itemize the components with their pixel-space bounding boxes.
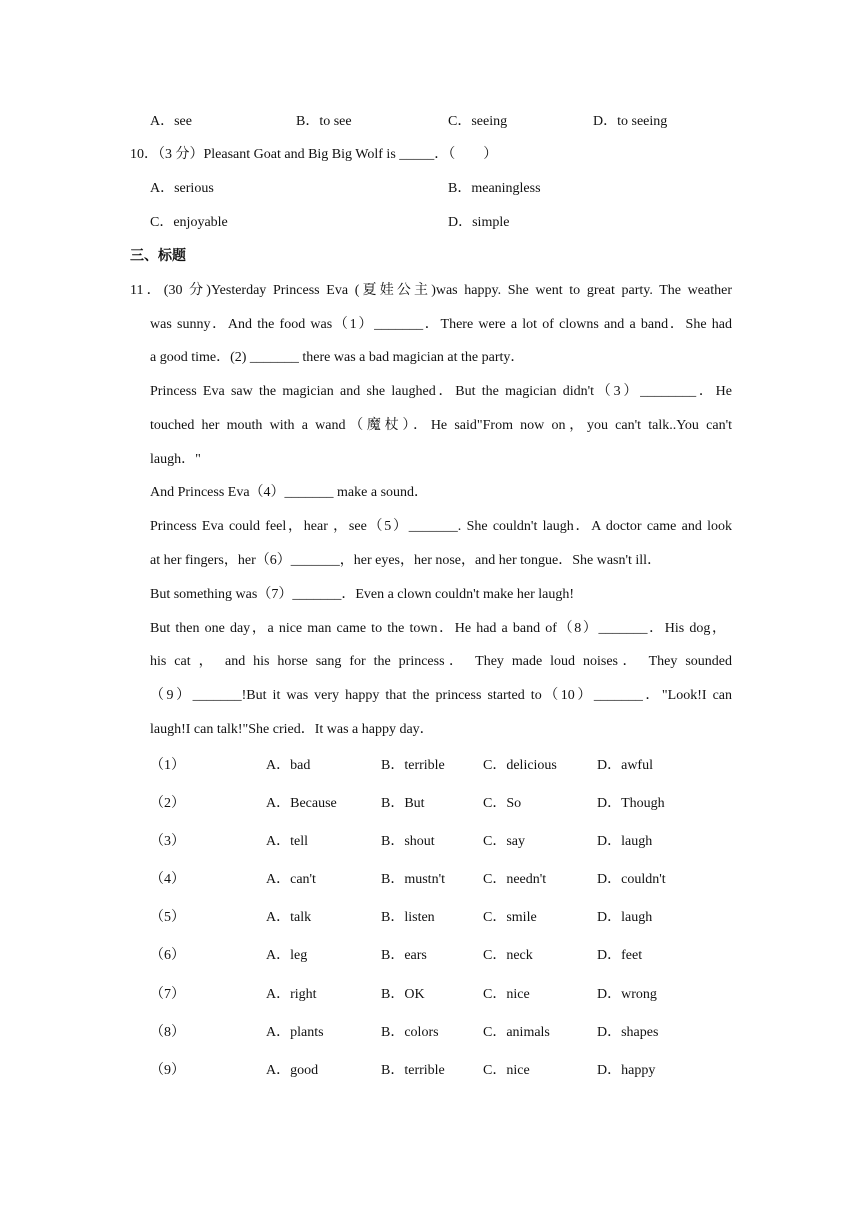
choice-option-d: D．couldn't — [597, 872, 666, 887]
choice-option-d: D．happy — [597, 1063, 656, 1078]
choice-number: （8） — [150, 1025, 185, 1040]
q11-line: And Princess Eva（4）_______ make a sound． — [150, 485, 429, 500]
q9-option-b: B．to see — [296, 114, 352, 129]
choice-option-d: D．shapes — [597, 1025, 659, 1040]
q11-line: But something was（7）_______．Even a clown couldn't make her laugh! — [150, 587, 574, 602]
choice-option-b: B．ears — [381, 948, 427, 963]
q11-line: But then one day，a nice man came to the town．He had a band of（8）_______．His dog， — [150, 621, 726, 636]
choice-option-a: A．leg — [266, 948, 308, 963]
choice-number: （6） — [150, 948, 185, 963]
choice-option-b: B．terrible — [381, 758, 445, 773]
choice-option-c: C．delicious — [483, 758, 557, 773]
choice-number: （9） — [150, 1063, 185, 1078]
choice-number: （7） — [150, 987, 185, 1002]
choice-option-a: A．plants — [266, 1025, 324, 1040]
choice-option-c: C．neck — [483, 948, 533, 963]
choice-option-c: C．nice — [483, 987, 530, 1002]
choice-option-a: A．good — [266, 1063, 319, 1078]
choice-option-d: D．Though — [597, 796, 665, 811]
q10-option-c: C．enjoyable — [150, 215, 228, 230]
q9-option-c: C．seeing — [448, 114, 508, 129]
choice-option-a: A．Because — [266, 796, 337, 811]
choice-option-c: C．animals — [483, 1025, 550, 1040]
q11-line: his cat ， and his horse sang for the princess． They made loud noises． They sounded — [150, 654, 732, 669]
q11-line: Princess Eva saw the magician and she laughed．But the magician didn't（3）________．He — [150, 384, 732, 399]
choice-option-a: A．talk — [266, 910, 312, 925]
choice-option-c: C．say — [483, 834, 525, 849]
choice-option-a: A．can't — [266, 872, 316, 887]
choice-option-b: B．mustn't — [381, 872, 445, 887]
q10-option-b: B．meaningless — [448, 181, 541, 196]
choice-number: （2） — [150, 796, 185, 811]
q11-line: （9）_______!But it was very happy that the princess started to（10）_______．"Look!I can — [150, 688, 732, 703]
choice-option-b: B．listen — [381, 910, 435, 925]
q10-option-a: A．serious — [150, 181, 214, 196]
choice-option-c: C．smile — [483, 910, 537, 925]
choice-option-d: D．wrong — [597, 987, 657, 1002]
q11-line: touched her mouth with a wand（魔杖）．He said"From now on，you can't talk..You can't — [150, 418, 732, 433]
q11-line: 11．(30 分)Yesterday Princess Eva (夏娃公主)was happy. She went to great party. The weather — [130, 283, 732, 298]
choice-option-a: A．right — [266, 987, 317, 1002]
q11-line: laugh!I can talk!"She cried．It was a happy day． — [150, 722, 434, 737]
choice-option-b: B．OK — [381, 987, 425, 1002]
q11-line: a good time．(2) _______ there was a bad magician at the party． — [150, 350, 525, 365]
q10-option-d: D．simple — [448, 215, 510, 230]
choice-option-a: A．tell — [266, 834, 308, 849]
section-title: 三、标题 — [130, 249, 186, 264]
q11-line: at her fingers，her（6）_______，her eyes，her nose，and her tongue．She wasn't ill． — [150, 553, 662, 568]
choice-option-c: C．So — [483, 796, 522, 811]
choice-option-b: B．colors — [381, 1025, 439, 1040]
q9-option-d: D．to seeing — [593, 114, 668, 129]
choice-option-d: D．laugh — [597, 834, 653, 849]
q11-line: was sunny．And the food was（1）_______．There were a lot of clowns and a band．She had — [150, 317, 732, 332]
choice-option-b: B．terrible — [381, 1063, 445, 1078]
choice-option-b: B．But — [381, 796, 425, 811]
choice-number: （5） — [150, 910, 185, 925]
choice-number: （1） — [150, 758, 185, 773]
choice-option-c: C．nice — [483, 1063, 530, 1078]
choice-option-c: C．needn't — [483, 872, 547, 887]
q11-line: laugh．" — [150, 452, 201, 467]
choice-option-d: D．laugh — [597, 910, 653, 925]
choice-option-b: B．shout — [381, 834, 435, 849]
q10-stem: 10．（3 分）Pleasant Goat and Big Big Wolf is _____．（ ） — [130, 147, 498, 162]
choice-number: （4） — [150, 872, 185, 887]
choice-option-d: D．awful — [597, 758, 653, 773]
choice-option-a: A．bad — [266, 758, 311, 773]
q11-line: Princess Eva could feel，hear ，see（5）_______. She couldn't laugh．A doctor came and look — [150, 519, 732, 534]
choice-number: （3） — [150, 834, 185, 849]
q9-option-a: A．see — [150, 114, 192, 129]
choice-option-d: D．feet — [597, 948, 643, 963]
